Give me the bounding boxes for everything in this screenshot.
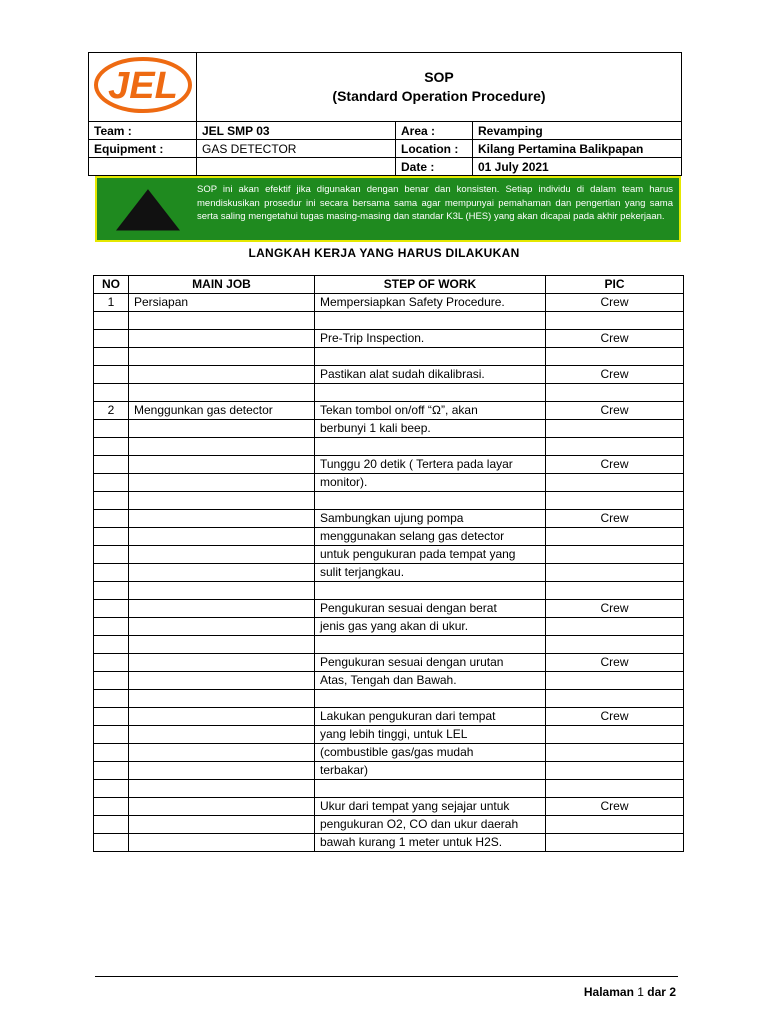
cell-pic <box>546 744 684 762</box>
steps-table <box>93 275 684 852</box>
table-row <box>94 366 684 384</box>
cell-main-job <box>129 384 315 402</box>
cell-no <box>94 564 129 582</box>
cell-main-job <box>129 672 315 690</box>
cell-step-of-work: (combustible gas/gas mudah <box>315 744 546 762</box>
cell-main-job <box>129 348 315 366</box>
cell-main-job: Persiapan <box>129 294 315 312</box>
header-table <box>88 52 682 176</box>
cell-step-of-work: Tekan tombol on/off “Ω”, akan <box>315 402 546 420</box>
cell-pic <box>546 816 684 834</box>
cell-pic <box>546 780 684 798</box>
table-row <box>94 492 684 510</box>
cell-pic <box>546 384 684 402</box>
cell-main-job <box>129 636 315 654</box>
cell-pic: Crew <box>546 798 684 816</box>
cell-pic <box>546 582 684 600</box>
cell-step-of-work: untuk pengukuran pada tempat yang <box>315 546 546 564</box>
title-cell <box>197 53 682 122</box>
cell-no <box>94 636 129 654</box>
table-row <box>94 708 684 726</box>
table-row <box>94 582 684 600</box>
cell-main-job <box>129 582 315 600</box>
cell-step-of-work <box>315 780 546 798</box>
cell-pic: Crew <box>546 456 684 474</box>
cell-no <box>94 330 129 348</box>
table-row <box>94 456 684 474</box>
location-value: Kilang Pertamina Balikpapan <box>473 140 682 158</box>
header-no: NO <box>94 276 129 294</box>
cell-pic <box>546 636 684 654</box>
cell-main-job <box>129 420 315 438</box>
table-row <box>94 816 684 834</box>
jel-logo <box>91 53 195 117</box>
cell-pic: Crew <box>546 402 684 420</box>
cell-main-job <box>129 492 315 510</box>
doc-subtitle: (Standard Operation Procedure) <box>332 88 546 104</box>
cell-no <box>94 690 129 708</box>
cell-no <box>94 384 129 402</box>
cell-no <box>94 348 129 366</box>
cell-main-job <box>129 510 315 528</box>
cell-no <box>94 312 129 330</box>
table-row <box>94 510 684 528</box>
doc-title: SOP <box>424 69 454 85</box>
cell-step-of-work: sulit terjangkau. <box>315 564 546 582</box>
cell-pic <box>546 528 684 546</box>
cell-no <box>94 708 129 726</box>
cell-step-of-work <box>315 582 546 600</box>
cell-no <box>94 762 129 780</box>
cell-step-of-work: yang lebih tinggi, untuk LEL <box>315 726 546 744</box>
cell-step-of-work <box>315 348 546 366</box>
cell-main-job <box>129 474 315 492</box>
cell-main-job <box>129 654 315 672</box>
cell-main-job <box>129 780 315 798</box>
cell-step-of-work <box>315 690 546 708</box>
cell-no <box>94 816 129 834</box>
table-row <box>94 780 684 798</box>
cell-main-job <box>129 438 315 456</box>
cell-main-job <box>129 618 315 636</box>
cell-main-job <box>129 816 315 834</box>
cell-main-job: Menggunkan gas detector <box>129 402 315 420</box>
svg-text:JEL: JEL <box>107 65 178 107</box>
table-row <box>94 690 684 708</box>
cell-no <box>94 582 129 600</box>
table-row <box>94 564 684 582</box>
cell-pic: Crew <box>546 330 684 348</box>
warning-text: SOP ini akan efektif jika digunakan dengan benar dan konsisten. Setiap individu di dalam team harus mendiskusikan prosedur ini secara bersama sama agar mempunyai pemahaman dan pengertian yang sama serta saling mengetahui tugas masing-masing dan standar K3L (HES) yang akan dicapai pada akhir pekerjaan. <box>197 184 673 222</box>
cell-main-job <box>129 528 315 546</box>
footer-total-pages: 2 <box>669 985 676 999</box>
footer-label: Halaman <box>583 985 634 999</box>
cell-step-of-work: Tunggu 20 detik ( Tertera pada layar <box>315 456 546 474</box>
cell-step-of-work: jenis gas yang akan di ukur. <box>315 618 546 636</box>
cell-step-of-work: Pengukuran sesuai dengan urutan <box>315 654 546 672</box>
cell-step-of-work: Atas, Tengah dan Bawah. <box>315 672 546 690</box>
team-label: Team : <box>89 122 197 140</box>
table-header-row <box>94 276 684 294</box>
cell-no <box>94 780 129 798</box>
equipment-value: GAS DETECTOR <box>197 140 396 158</box>
area-label: Area : <box>396 122 473 140</box>
cell-step-of-work <box>315 636 546 654</box>
team-value: JEL SMP 03 <box>197 122 396 140</box>
cell-step-of-work: terbakar) <box>315 762 546 780</box>
cell-no <box>94 618 129 636</box>
cell-no <box>94 528 129 546</box>
cell-no <box>94 654 129 672</box>
cell-pic <box>546 420 684 438</box>
table-row <box>94 474 684 492</box>
cell-step-of-work: bawah kurang 1 meter untuk H2S. <box>315 834 546 852</box>
cell-main-job <box>129 456 315 474</box>
cell-pic <box>546 492 684 510</box>
cell-no <box>94 366 129 384</box>
table-row <box>94 384 684 402</box>
section-title: LANGKAH KERJA YANG HARUS DILAKUKAN <box>248 246 520 260</box>
cell-pic <box>546 618 684 636</box>
cell-step-of-work: berbunyi 1 kali beep. <box>315 420 546 438</box>
cell-pic <box>546 546 684 564</box>
cell-pic: Crew <box>546 708 684 726</box>
table-row <box>94 402 684 420</box>
cell-no <box>94 744 129 762</box>
cell-no: 1 <box>94 294 129 312</box>
cell-no <box>94 510 129 528</box>
cell-pic: Crew <box>546 600 684 618</box>
table-row <box>94 546 684 564</box>
cell-step-of-work: Pre-Trip Inspection. <box>315 330 546 348</box>
cell-pic <box>546 474 684 492</box>
location-label: Location : <box>396 140 473 158</box>
cell-step-of-work: Sambungkan ujung pompa <box>315 510 546 528</box>
cell-step-of-work: pengukuran O2, CO dan ukur daerah <box>315 816 546 834</box>
header-main-job: MAIN JOB <box>129 276 315 294</box>
cell-main-job <box>129 798 315 816</box>
cell-step-of-work: Ukur dari tempat yang sejajar untuk <box>315 798 546 816</box>
table-body <box>94 294 684 852</box>
cell-main-job <box>129 600 315 618</box>
cell-pic <box>546 312 684 330</box>
table-row <box>94 618 684 636</box>
table-row <box>94 762 684 780</box>
cell-step-of-work: Lakukan pengukuran dari tempat <box>315 708 546 726</box>
cell-pic <box>546 726 684 744</box>
table-row <box>94 600 684 618</box>
cell-main-job <box>129 564 315 582</box>
area-value: Revamping <box>473 122 682 140</box>
header-step-of-work: STEP OF WORK <box>315 276 546 294</box>
date-label: Date : <box>396 158 473 176</box>
cell-no <box>94 726 129 744</box>
table-row <box>94 330 684 348</box>
cell-pic <box>546 348 684 366</box>
cell-no <box>94 492 129 510</box>
cell-no <box>94 420 129 438</box>
table-row <box>94 636 684 654</box>
date-value: 01 July 2021 <box>473 158 682 176</box>
logo-cell <box>89 53 197 122</box>
cell-pic: Crew <box>546 366 684 384</box>
cell-no <box>94 456 129 474</box>
cell-no <box>94 546 129 564</box>
cell-main-job <box>129 312 315 330</box>
cell-step-of-work: Pastikan alat sudah dikalibrasi. <box>315 366 546 384</box>
cell-no <box>94 474 129 492</box>
cell-main-job <box>129 690 315 708</box>
table-row <box>94 744 684 762</box>
cell-main-job <box>129 834 315 852</box>
cell-pic <box>546 564 684 582</box>
table-row <box>94 294 684 312</box>
table-row <box>94 312 684 330</box>
header-pic: PIC <box>546 276 684 294</box>
table-row <box>94 834 684 852</box>
warning-box <box>95 176 681 242</box>
cell-main-job <box>129 708 315 726</box>
empty-cell <box>89 158 197 176</box>
cell-step-of-work <box>315 438 546 456</box>
cell-step-of-work: monitor). <box>315 474 546 492</box>
cell-no <box>94 600 129 618</box>
cell-pic <box>546 672 684 690</box>
cell-step-of-work <box>315 384 546 402</box>
cell-step-of-work: menggunakan selang gas detector <box>315 528 546 546</box>
equipment-label: Equipment : <box>89 140 197 158</box>
table-row <box>94 726 684 744</box>
cell-pic: Crew <box>546 294 684 312</box>
cell-main-job <box>129 366 315 384</box>
table-row <box>94 528 684 546</box>
footer-divider <box>95 976 678 977</box>
cell-pic <box>546 762 684 780</box>
cell-main-job <box>129 330 315 348</box>
cell-no <box>94 438 129 456</box>
page-footer <box>584 985 676 999</box>
cell-pic: Crew <box>546 654 684 672</box>
table-row <box>94 654 684 672</box>
cell-step-of-work: Pengukuran sesuai dengan berat <box>315 600 546 618</box>
footer-of-label: dar <box>647 985 666 999</box>
table-row <box>94 798 684 816</box>
cell-pic <box>546 834 684 852</box>
cell-pic <box>546 690 684 708</box>
cell-pic: Crew <box>546 510 684 528</box>
cell-step-of-work <box>315 312 546 330</box>
cell-main-job <box>129 762 315 780</box>
footer-page-number: 1 <box>637 985 644 999</box>
cell-pic <box>546 438 684 456</box>
table-row <box>94 348 684 366</box>
cell-main-job <box>129 744 315 762</box>
empty-cell <box>197 158 396 176</box>
table-row <box>94 438 684 456</box>
cell-step-of-work: Mempersiapkan Safety Procedure. <box>315 294 546 312</box>
cell-no <box>94 834 129 852</box>
cell-no: 2 <box>94 402 129 420</box>
cell-step-of-work <box>315 492 546 510</box>
table-row <box>94 420 684 438</box>
cell-no <box>94 672 129 690</box>
warning-triangle-icon <box>115 188 181 232</box>
cell-no <box>94 798 129 816</box>
cell-main-job <box>129 726 315 744</box>
cell-main-job <box>129 546 315 564</box>
table-row <box>94 672 684 690</box>
